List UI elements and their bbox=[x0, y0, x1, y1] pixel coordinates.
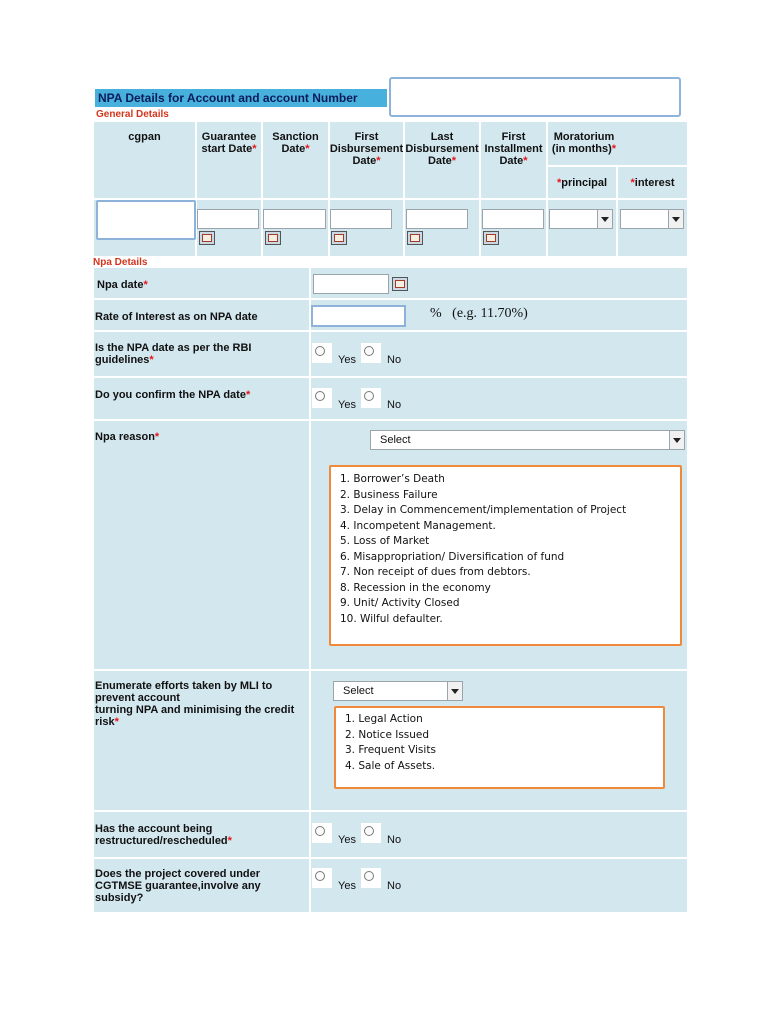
npa-reason-select[interactable] bbox=[370, 430, 685, 450]
calendar-icon[interactable] bbox=[331, 231, 347, 245]
confirm-yes-radio[interactable] bbox=[312, 388, 332, 408]
npa-reason-select-value: Select bbox=[380, 434, 411, 446]
mli-efforts-select-value: Select bbox=[343, 685, 374, 697]
calendar-icon[interactable] bbox=[265, 231, 281, 245]
row-separator bbox=[94, 376, 687, 378]
subsidy-yes-radio[interactable] bbox=[312, 868, 332, 888]
list-item: 7. Non receipt of dues from debtors. bbox=[340, 566, 531, 578]
first-installment-date-input[interactable] bbox=[482, 209, 544, 229]
confirm-no-label: No bbox=[387, 399, 402, 411]
mli-efforts-box bbox=[334, 706, 665, 789]
cgpan-input[interactable] bbox=[96, 200, 196, 240]
guarantee-start-date-input[interactable] bbox=[197, 209, 259, 229]
list-item: 1. Legal Action bbox=[345, 713, 423, 725]
row-separator bbox=[94, 857, 687, 859]
list-item: 9. Unit/ Activity Closed bbox=[340, 597, 460, 609]
row-divider bbox=[403, 200, 405, 256]
list-item: 6. Misappropriation/ Diversification of fund bbox=[340, 550, 565, 563]
rbi-yes-label: Yes bbox=[338, 354, 356, 366]
page-title: NPA Details for Account and account Number bbox=[95, 89, 387, 107]
row-separator bbox=[94, 810, 687, 812]
row-divider bbox=[479, 200, 481, 256]
restructured-yes-label: Yes bbox=[338, 834, 356, 846]
chevron-down-icon bbox=[668, 210, 683, 228]
mli-efforts-list bbox=[345, 712, 436, 774]
row-separator bbox=[94, 330, 687, 332]
col-interest: *interest bbox=[630, 177, 675, 189]
npa-date-input[interactable] bbox=[313, 274, 389, 294]
restructured-yes-radio[interactable] bbox=[312, 823, 332, 843]
rate-of-interest-input[interactable] bbox=[311, 305, 406, 327]
account-number-field[interactable] bbox=[389, 77, 681, 117]
row-separator bbox=[94, 669, 687, 671]
subsidy-no-radio[interactable] bbox=[361, 868, 381, 888]
col-first-installment-date: First Installment Date* bbox=[484, 131, 543, 167]
calendar-icon[interactable] bbox=[392, 277, 408, 291]
row-divider bbox=[616, 200, 618, 256]
rbi-no-label: No bbox=[387, 354, 402, 366]
restructured-no-radio[interactable] bbox=[361, 823, 381, 843]
list-item: 2. Notice Issued bbox=[345, 728, 430, 741]
subsidy-yes-label: Yes bbox=[338, 880, 356, 892]
list-item: 5. Loss of Market bbox=[340, 535, 430, 547]
calendar-icon[interactable] bbox=[199, 231, 215, 245]
list-item: 4. Sale of Assets. bbox=[345, 759, 436, 772]
npa-details-label: Npa Details bbox=[93, 257, 148, 268]
mli-efforts-select[interactable] bbox=[333, 681, 463, 701]
rbi-yes-radio[interactable] bbox=[312, 343, 332, 363]
npa-reasons-list bbox=[340, 472, 626, 627]
col-moratorium: Moratorium (in months)* bbox=[551, 131, 617, 155]
col-principal: *principal bbox=[556, 177, 608, 189]
list-item: 8. Recession in the economy bbox=[340, 581, 491, 594]
npa-reasons-box bbox=[329, 465, 682, 646]
last-disbursement-date-input[interactable] bbox=[406, 209, 468, 229]
calendar-icon[interactable] bbox=[483, 231, 499, 245]
chevron-down-icon bbox=[597, 210, 612, 228]
chevron-down-icon bbox=[669, 431, 684, 449]
moratorium-principal-select[interactable] bbox=[549, 209, 613, 229]
npa-reason-label: Npa reason* bbox=[95, 431, 160, 443]
chevron-down-icon bbox=[447, 682, 462, 700]
restructured-label: Has the account being restructured/rescheduled* bbox=[95, 823, 232, 847]
col-cgpan: cgpan bbox=[128, 131, 161, 143]
confirm-no-radio[interactable] bbox=[361, 388, 381, 408]
row-separator bbox=[94, 419, 687, 421]
col-sanction-date: Sanction Date* bbox=[272, 131, 319, 155]
list-item: 1. Borrower’s Death bbox=[340, 473, 445, 485]
moratorium-interest-select[interactable] bbox=[620, 209, 684, 229]
calendar-icon[interactable] bbox=[407, 231, 423, 245]
col-last-disbursement-date: Last Disbursement Date* bbox=[405, 131, 479, 167]
rbi-no-radio[interactable] bbox=[361, 343, 381, 363]
first-disbursement-date-input[interactable] bbox=[330, 209, 392, 229]
sanction-date-input[interactable] bbox=[263, 209, 326, 229]
confirm-yes-label: Yes bbox=[338, 399, 356, 411]
restructured-no-label: No bbox=[387, 834, 402, 846]
rate-of-interest-label: Rate of Interest as on NPA date bbox=[95, 311, 258, 323]
subsidy-label: Does the project covered under CGTMSE guarantee,involve any subsidy? bbox=[95, 868, 261, 904]
npa-date-label: Npa date* bbox=[97, 279, 148, 291]
col-first-disbursement-date: First Disbursement Date* bbox=[329, 131, 404, 167]
list-item: 3. Delay in Commencement/implementation of Project bbox=[340, 504, 627, 516]
list-item: 2. Business Failure bbox=[340, 488, 438, 501]
general-details-label: General Details bbox=[96, 109, 169, 120]
col-guarantee-start-date: Guarantee start Date* bbox=[201, 131, 257, 155]
mli-efforts-label: Enumerate efforts taken by MLI to prevent account turning NPA and minimising the credit risk* bbox=[95, 680, 295, 728]
confirm-npa-date-label: Do you confirm the NPA date* bbox=[95, 389, 251, 401]
rbi-guidelines-label: Is the NPA date as per the RBI guidelines* bbox=[95, 342, 252, 366]
list-item: 10. Wilful defaulter. bbox=[340, 612, 443, 625]
list-item: 4. Incompetent Management. bbox=[340, 519, 496, 532]
row-separator bbox=[94, 298, 687, 300]
list-item: 3. Frequent Visits bbox=[345, 744, 436, 756]
rate-hint: % (e.g. 11.70%) bbox=[430, 306, 528, 321]
subsidy-no-label: No bbox=[387, 880, 402, 892]
row-divider bbox=[546, 200, 548, 256]
